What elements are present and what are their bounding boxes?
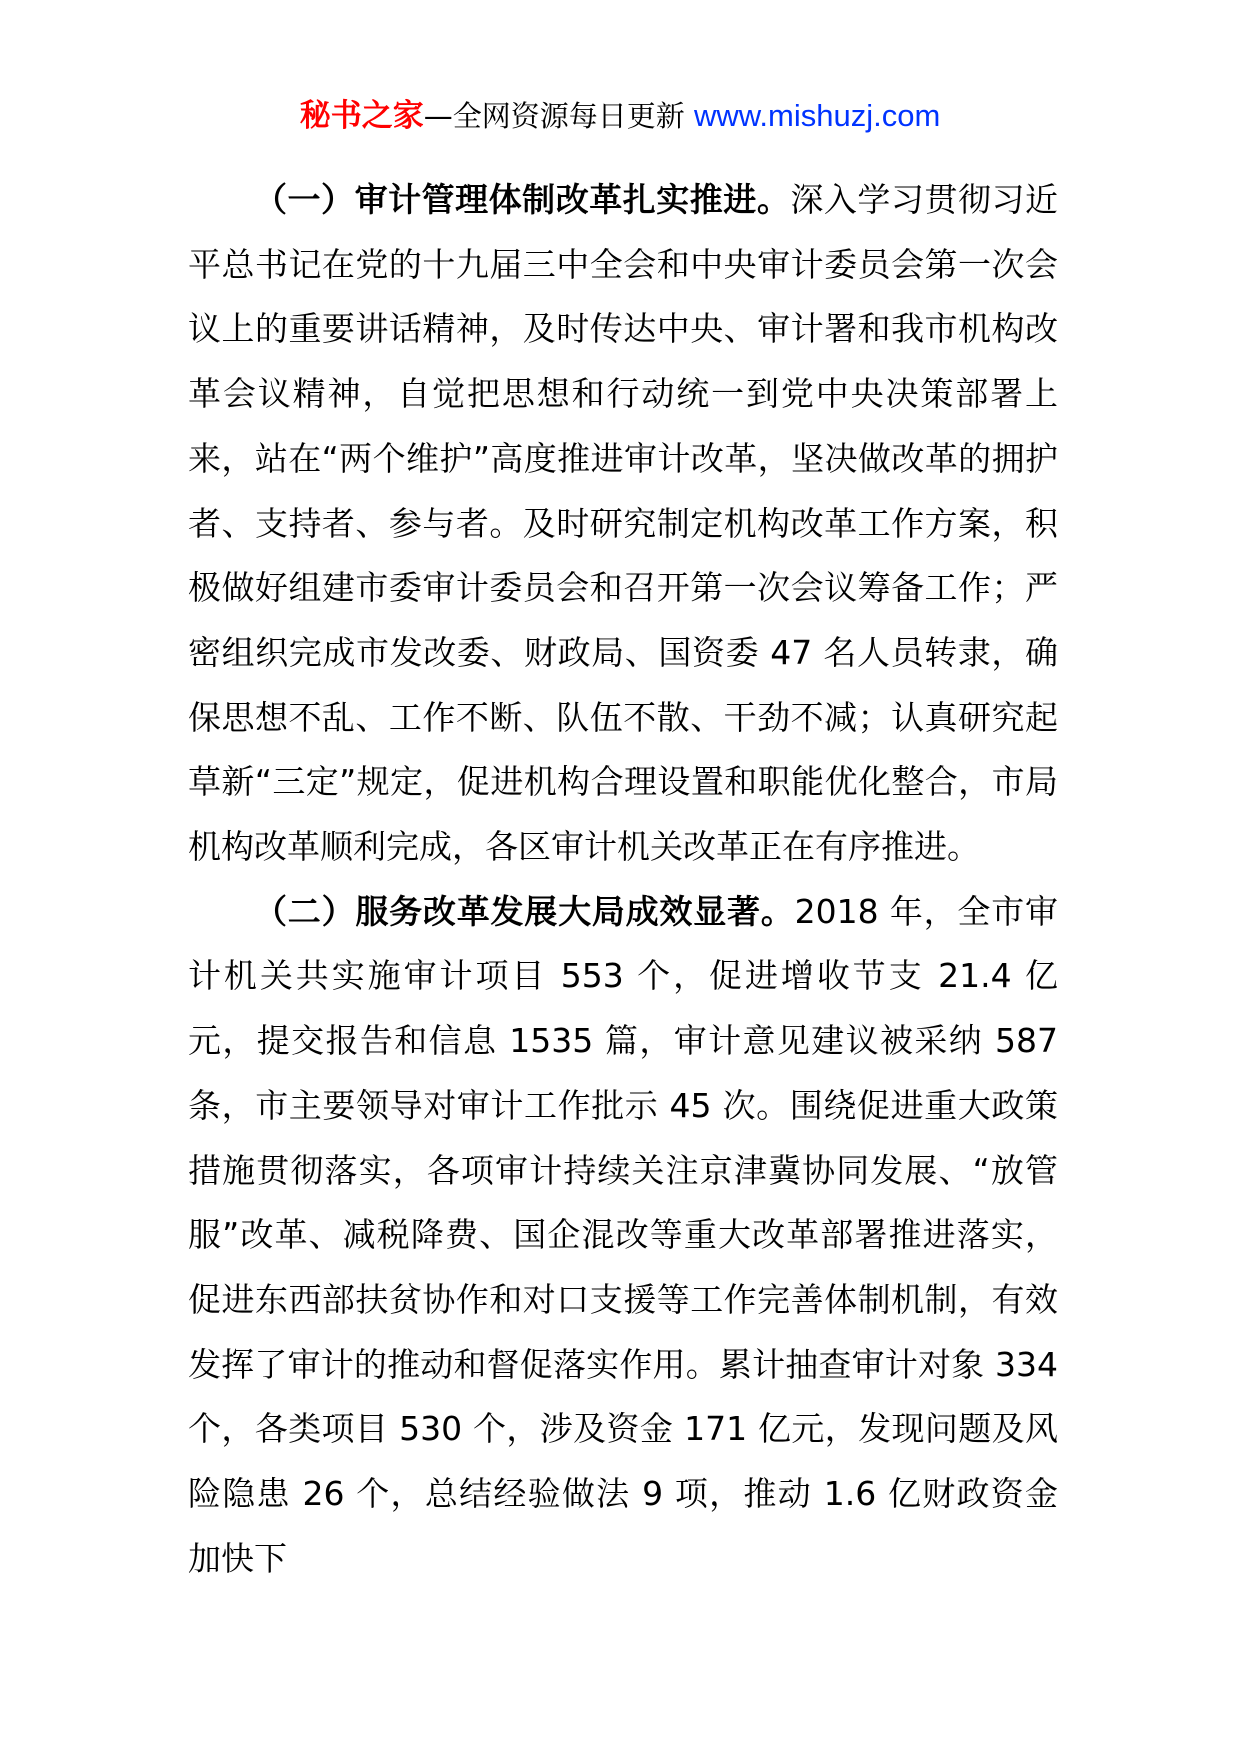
paragraph-1-text: 深入学习贯彻习近平总书记在党的十九届三中全会和中央审计委员会第一次会议上的重要讲话精神，及时传达中央、审计署和我市机构改革会议精神，自觉把思想和行动统一到党中央决策部署上来，站在“两个维护”高度推进审计改革，坚决做改革的拥护者、支持者、参与者。及时研究制定机构改革工作方案，积极做好组建市委审计委员会和召开第一次会议筹备工作；严密组织完成市发改委、财政局、国资委 47 名人员转隶，确保思想不乱、工作不断、队伍不散、干劲不减；认真研究起草新“三定”规定，促进机构合理设置和职能优化整合，市局机构改革顺利完成，各区审计机关改革正在有序推进。 — [188, 180, 1059, 867]
header-slogan: —全网资源每日更新 — [423, 99, 685, 133]
paragraph-1 — [188, 168, 1058, 880]
paragraph-1-heading: （一）审计管理体制改革扎实推进。 — [254, 180, 791, 219]
paragraph-2 — [188, 880, 1058, 1592]
site-link[interactable]: www.mishuzj.com — [693, 98, 941, 133]
document-body — [188, 168, 1058, 1591]
brand-name: 秘书之家 — [299, 98, 424, 134]
paragraph-2-heading: （二）服务改革发展大局成效显著。 — [254, 891, 795, 931]
paragraph-2-text: 2018 年，全市审计机关共实施审计项目 553 个，促进增收节支 21.4 亿元，提交报告和信息 1535 篇，审计意见建议被采纳 587 条，市主要领导对审计工作批示 45 次。围绕促进重大政策措施贯彻落实，各项审计持续关注京津冀协同发展、“放管服”改革、减税降费、国企混改等重大改革部署推进落实，促进东西部扶贫协作和对口支援等工作完善体制机制，有效发挥了审计的推动和督促落实作用。累计抽查审计对象 334 个，各类项目 530 个，涉及资金 171 亿元，发现问题及风险隐患 26 个，总结经验做法 9 项，推动 1.6 亿财政资金加快下 — [188, 891, 1058, 1578]
page-header — [0, 96, 1240, 136]
